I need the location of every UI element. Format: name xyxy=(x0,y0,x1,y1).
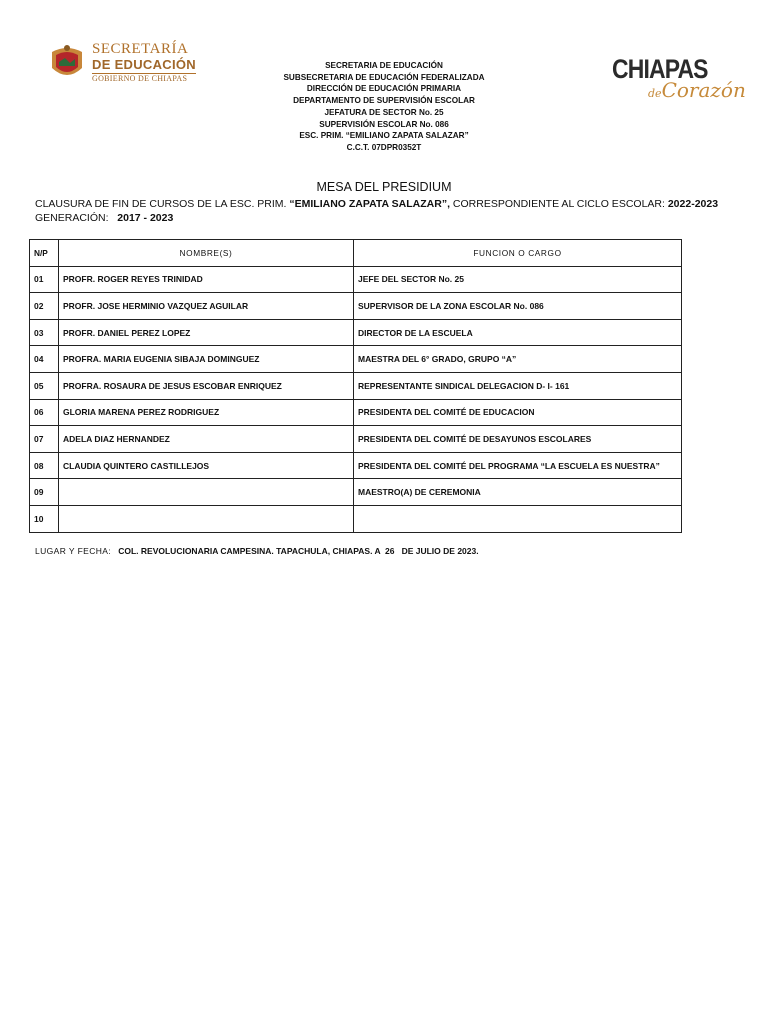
logo-line-gobierno: GOBIERNO DE CHIAPAS xyxy=(92,73,196,83)
place-date-value: COL. REVOLUCIONARIA CAMPESINA. TAPACHULA, CHIAPAS. A 26 DE JULIO DE 2023. xyxy=(118,546,479,556)
row-number: 01 xyxy=(30,266,59,293)
header-line: SECRETARIA DE EDUCACIÓN xyxy=(325,61,443,70)
table-row xyxy=(30,399,682,426)
institution-header xyxy=(230,60,538,154)
table-row xyxy=(30,266,682,293)
secretaria-educacion-logo xyxy=(48,40,218,84)
row-name: PROFRA. ROSAURA DE JESUS ESCOBAR ENRIQUEZ xyxy=(59,372,354,399)
header-line: ESC. PRIM. “EMILIANO ZAPATA SALAZAR” xyxy=(299,131,469,141)
table-header-row xyxy=(30,240,682,267)
header-line: JEFATURA DE SECTOR No. 25 xyxy=(324,107,444,117)
presidium-table xyxy=(29,239,682,533)
header-line: DIRECCIÓN DE EDUCACIÓN PRIMARIA xyxy=(306,84,462,94)
row-name: PROFRA. MARIA EUGENIA SIBAJA DOMINGUEZ xyxy=(59,346,354,373)
column-header-np: N/P xyxy=(30,240,59,267)
school-name: “EMILIANO ZAPATA SALAZAR”, xyxy=(289,198,450,210)
row-number: 04 xyxy=(30,346,59,373)
chiapas-de-corazon-logo xyxy=(612,54,746,108)
place-and-date xyxy=(35,546,479,556)
row-role: PRESIDENTA DEL COMITÉ DE DESAYUNOS ESCOLARES xyxy=(354,426,682,453)
row-name: CLAUDIA QUINTERO CASTILLEJOS xyxy=(59,452,354,479)
row-role: MAESTRA DEL 6° GRADO, GRUPO “A” xyxy=(354,346,682,373)
row-name xyxy=(59,479,354,506)
row-number: 10 xyxy=(30,505,59,532)
generation-label: GENERACIÓN: xyxy=(35,212,109,224)
logo-line-secretaria: SECRETARÍA xyxy=(92,40,189,57)
table-row xyxy=(30,346,682,373)
document-title: MESA DEL PRESIDIUM xyxy=(316,180,452,194)
row-name: ADELA DIAZ HERNANDEZ xyxy=(59,426,354,453)
table-row xyxy=(30,372,682,399)
row-name: PROFR. ROGER REYES TRINIDAD xyxy=(59,266,354,293)
row-role: REPRESENTANTE SINDICAL DELEGACION D- I- 161 xyxy=(354,372,682,399)
table-row xyxy=(30,505,682,532)
row-number: 06 xyxy=(30,399,59,426)
row-role: JEFE DEL SECTOR No. 25 xyxy=(354,266,682,293)
logo-chiapas-word: CHIAPAS xyxy=(612,54,708,84)
row-name: PROFR. DANIEL PEREZ LOPEZ xyxy=(59,319,354,346)
intro-prefix: CLAUSURA DE FIN DE CURSOS DE LA ESC. PRIM. xyxy=(35,198,290,210)
generation-line xyxy=(35,212,173,224)
place-date-label: LUGAR Y FECHA: xyxy=(35,546,112,556)
table-row xyxy=(30,319,682,346)
row-name: PROFR. JOSE HERMINIO VAZQUEZ AGUILAR xyxy=(59,293,354,320)
row-role: SUPERVISOR DE LA ZONA ESCOLAR No. 086 xyxy=(354,293,682,320)
table-row xyxy=(30,452,682,479)
intro-middle: CORRESPONDIENTE AL CICLO ESCOLAR: xyxy=(450,198,668,210)
column-header-role: FUNCION O CARGO xyxy=(354,240,682,267)
logo-de-word: de xyxy=(648,87,662,100)
chiapas-coat-of-arms-icon xyxy=(48,42,86,82)
logo-corazon-text: Corazón xyxy=(661,78,746,102)
table-row xyxy=(30,426,682,453)
row-number: 09 xyxy=(30,479,59,506)
row-number: 03 xyxy=(30,319,59,346)
row-role: MAESTRO(A) DE CEREMONIA xyxy=(354,479,682,506)
row-name xyxy=(59,505,354,532)
column-header-name: NOMBRE(S) xyxy=(59,240,354,267)
row-role: PRESIDENTA DEL COMITÉ DE EDUCACION xyxy=(354,399,682,426)
header-line: SUBSECRETARIA DE EDUCACIÓN FEDERALIZADA xyxy=(283,72,485,82)
logo-corazon-word xyxy=(648,80,746,100)
row-role: DIRECTOR DE LA ESCUELA xyxy=(354,319,682,346)
table-row xyxy=(30,293,682,320)
table-row xyxy=(30,479,682,506)
row-role xyxy=(354,505,682,532)
row-role: PRESIDENTA DEL COMITÉ DEL PROGRAMA “LA ESCUELA ES NUESTRA” xyxy=(354,452,682,479)
school-cycle: 2022-2023 xyxy=(667,198,719,210)
row-name: GLORIA MARENA PEREZ RODRIGUEZ xyxy=(59,399,354,426)
logo-line-educacion: DE EDUCACIÓN xyxy=(92,56,196,72)
header-line: C.C.T. 07DPR0352T xyxy=(346,142,422,152)
row-number: 02 xyxy=(30,293,59,320)
row-number: 07 xyxy=(30,426,59,453)
generation-value: 2017 - 2023 xyxy=(117,212,174,224)
row-number: 08 xyxy=(30,452,59,479)
ceremony-description xyxy=(35,198,718,210)
header-line: DEPARTAMENTO DE SUPERVISIÓN ESCOLAR xyxy=(293,96,475,106)
row-number: 05 xyxy=(30,372,59,399)
header-line: SUPERVISIÓN ESCOLAR No. 086 xyxy=(319,119,449,129)
